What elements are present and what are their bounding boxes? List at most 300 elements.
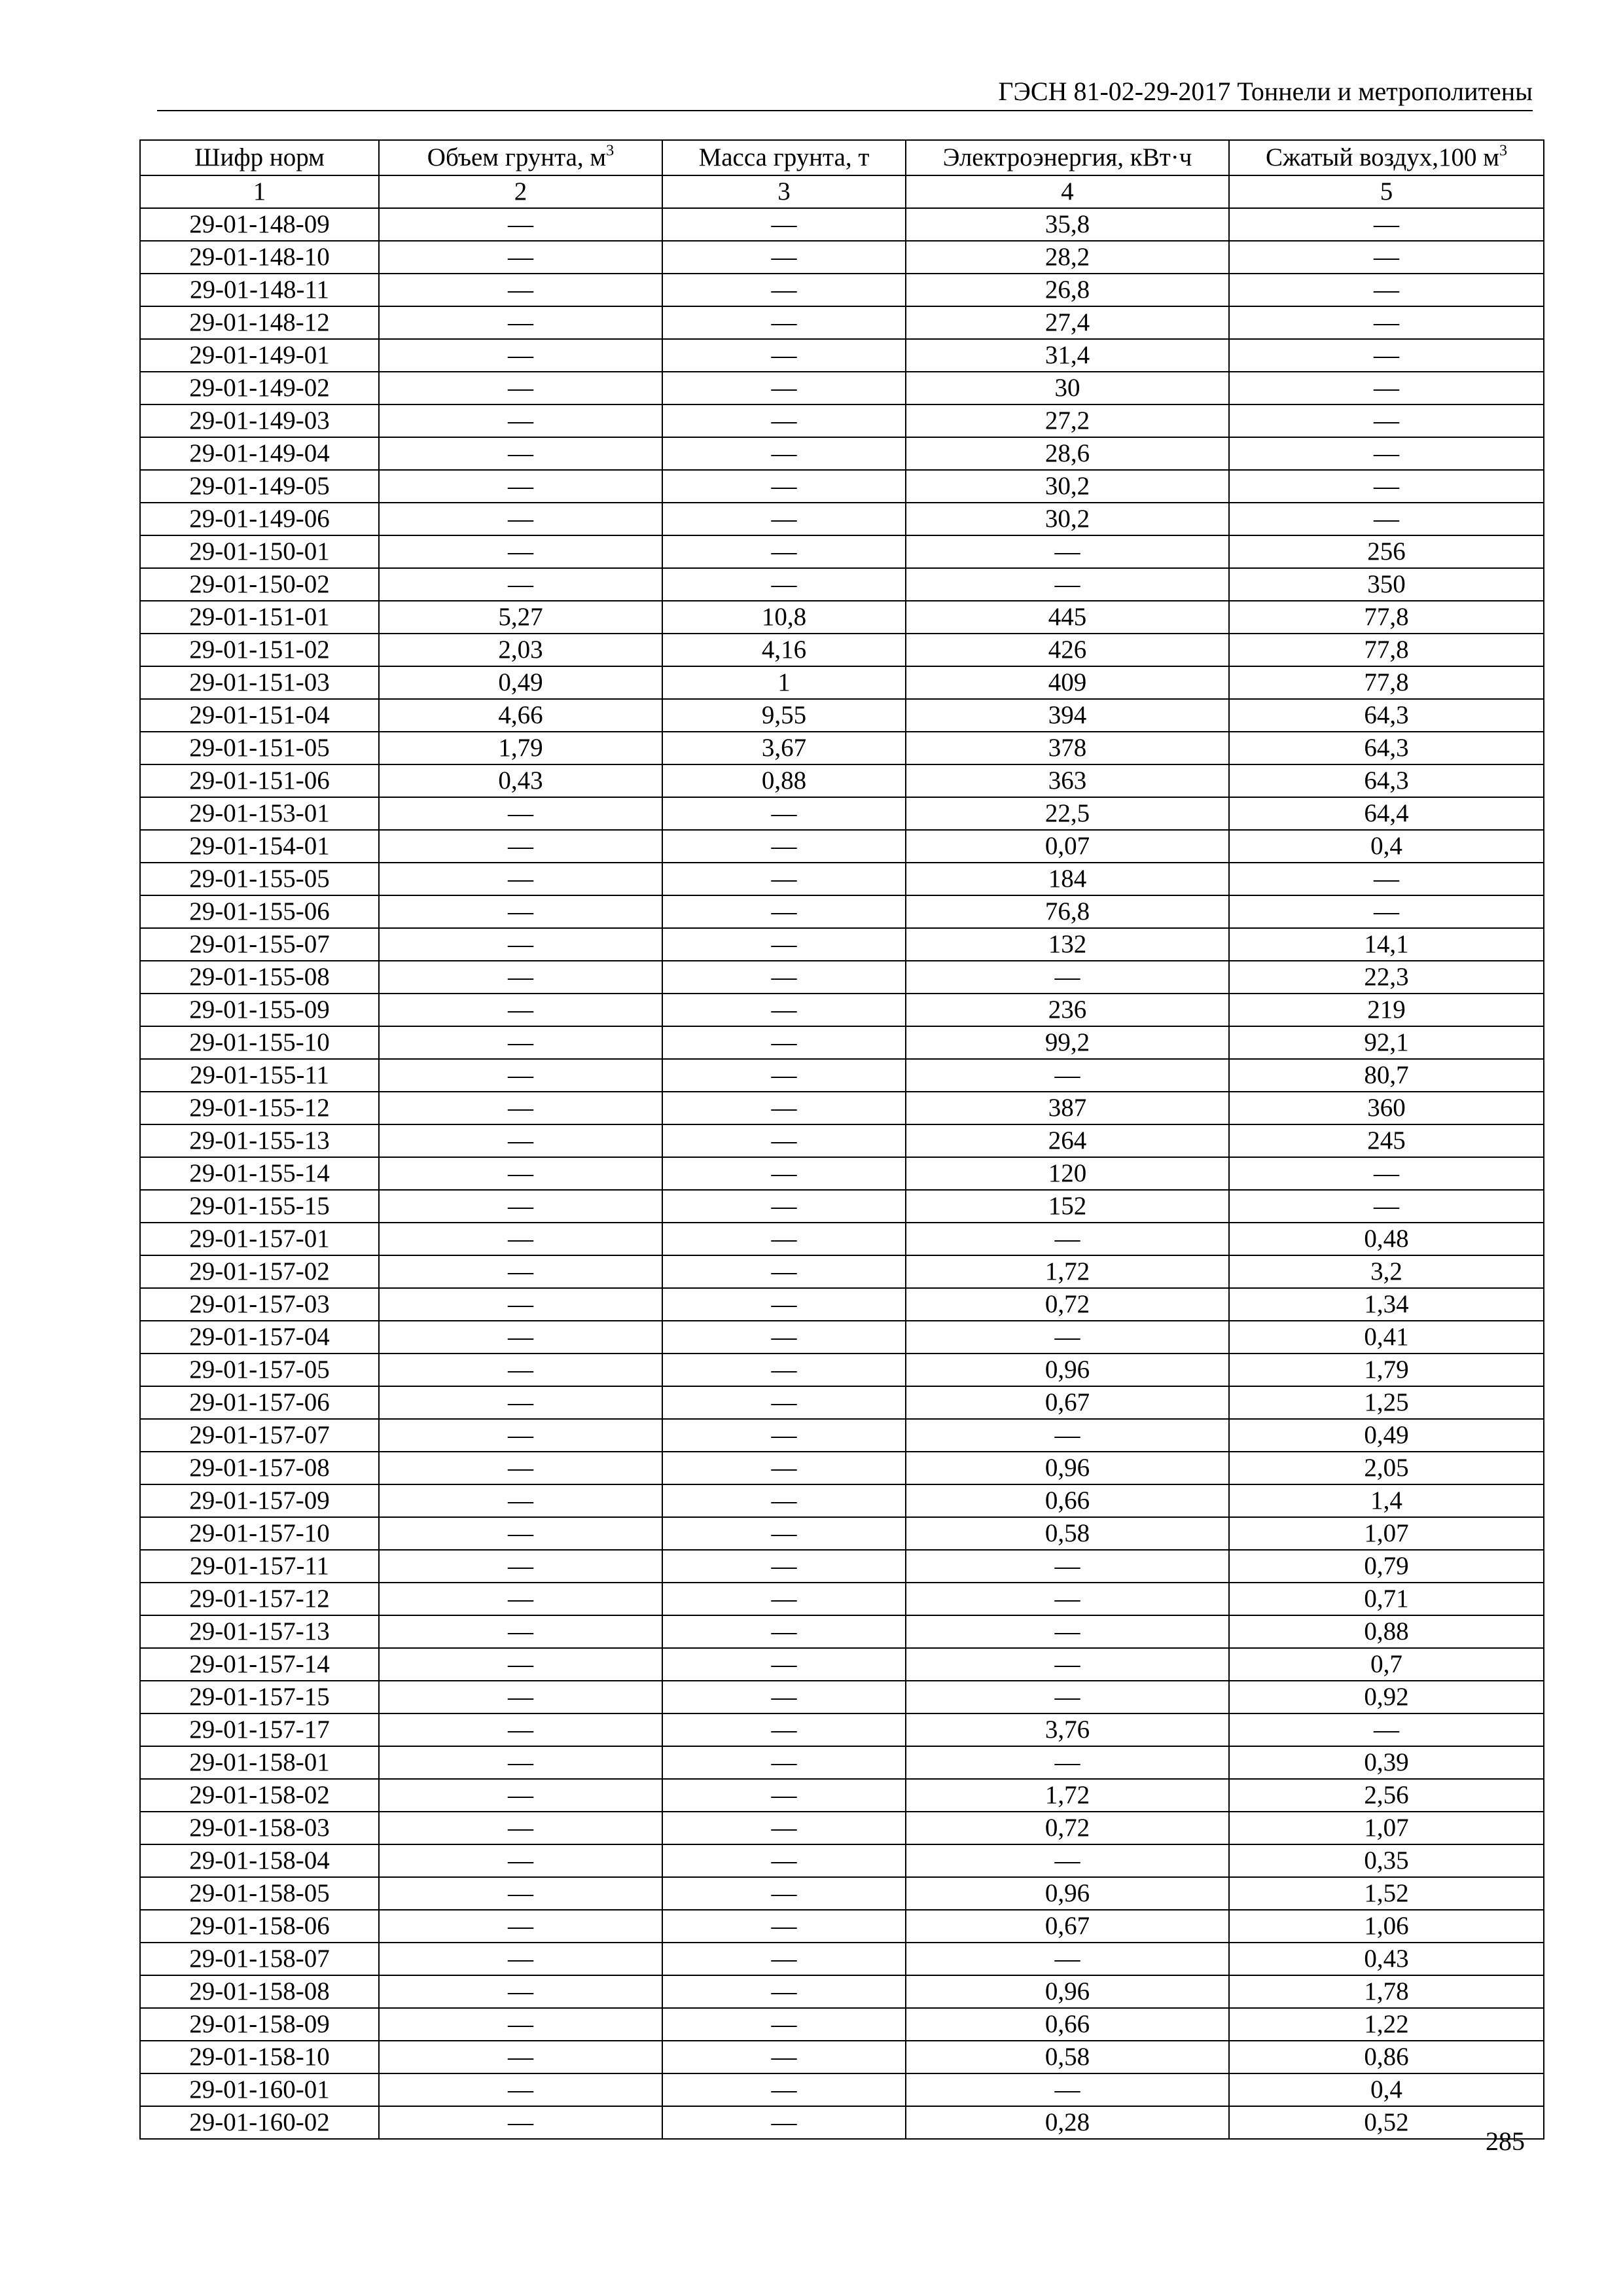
cell-soil-volume: — [379, 830, 662, 863]
cell-code: 29-01-157-06 [140, 1386, 379, 1419]
cell-soil-volume: — [379, 797, 662, 830]
cell-electricity: — [906, 535, 1229, 568]
cell-soil-mass: — [662, 1092, 906, 1124]
cell-compressed-air: 0,88 [1229, 1615, 1544, 1648]
cell-soil-volume: — [379, 1321, 662, 1354]
cell-soil-mass: — [662, 1419, 906, 1452]
cell-code: 29-01-150-02 [140, 568, 379, 601]
cell-soil-mass: — [662, 1550, 906, 1583]
cell-code: 29-01-157-05 [140, 1354, 379, 1386]
cell-soil-mass: — [662, 535, 906, 568]
cell-soil-volume: — [379, 2041, 662, 2073]
table-row [140, 2106, 1544, 2139]
cell-soil-volume: — [379, 1452, 662, 1484]
cell-electricity: 152 [906, 1190, 1229, 1223]
table-row [140, 732, 1544, 764]
cell-compressed-air: 77,8 [1229, 601, 1544, 634]
cell-soil-mass: — [662, 1615, 906, 1648]
cell-compressed-air: 64,3 [1229, 699, 1544, 732]
cell-code: 29-01-151-01 [140, 601, 379, 634]
cell-soil-volume: — [379, 961, 662, 994]
cell-code: 29-01-157-08 [140, 1452, 379, 1484]
cell-electricity: — [906, 1059, 1229, 1092]
table-row [140, 1124, 1544, 1157]
cell-soil-volume: — [379, 404, 662, 437]
cell-soil-volume: 2,03 [379, 634, 662, 666]
column-header-row [140, 140, 1544, 175]
column-number: 2 [379, 175, 662, 208]
table-row [140, 895, 1544, 928]
cell-soil-volume: — [379, 1648, 662, 1681]
cell-soil-mass: — [662, 1975, 906, 2008]
table-row [140, 1517, 1544, 1550]
cell-soil-volume: — [379, 1877, 662, 1910]
cell-code: 29-01-157-12 [140, 1583, 379, 1615]
cell-compressed-air: 1,22 [1229, 2008, 1544, 2041]
cell-electricity: 264 [906, 1124, 1229, 1157]
cell-soil-volume: — [379, 1484, 662, 1517]
cell-compressed-air: — [1229, 895, 1544, 928]
table-row [140, 274, 1544, 306]
cell-compressed-air: 80,7 [1229, 1059, 1544, 1092]
cell-code: 29-01-155-10 [140, 1026, 379, 1059]
cell-soil-volume: — [379, 1681, 662, 1713]
cell-soil-volume: — [379, 2106, 662, 2139]
cell-soil-mass: — [662, 961, 906, 994]
table-row [140, 241, 1544, 274]
cell-soil-mass: — [662, 2041, 906, 2073]
cell-soil-volume: — [379, 1812, 662, 1844]
cell-soil-volume: — [379, 306, 662, 339]
cell-compressed-air: 0,48 [1229, 1223, 1544, 1255]
column-number: 3 [662, 175, 906, 208]
cell-compressed-air: — [1229, 503, 1544, 535]
cell-code: 29-01-155-12 [140, 1092, 379, 1124]
cell-compressed-air: 92,1 [1229, 1026, 1544, 1059]
column-header-electricity: Электроэнергия, кВт·ч [906, 140, 1229, 175]
cell-code: 29-01-150-01 [140, 535, 379, 568]
cell-soil-volume: — [379, 1550, 662, 1583]
cell-electricity: — [906, 1550, 1229, 1583]
cell-electricity: — [906, 1583, 1229, 1615]
cell-soil-mass: — [662, 1648, 906, 1681]
cell-soil-volume: — [379, 863, 662, 895]
cell-electricity: 1,72 [906, 1779, 1229, 1812]
cell-electricity: 28,2 [906, 241, 1229, 274]
cell-compressed-air: 77,8 [1229, 666, 1544, 699]
cell-code: 29-01-158-05 [140, 1877, 379, 1910]
column-header-soil-volume: Объем грунта, $м^3$ [379, 140, 662, 175]
table-row [140, 634, 1544, 666]
cell-electricity: 0,58 [906, 2041, 1229, 2073]
cell-electricity: — [906, 568, 1229, 601]
table-row [140, 994, 1544, 1026]
cell-compressed-air: — [1229, 1713, 1544, 1746]
cell-electricity: 30,2 [906, 503, 1229, 535]
cell-electricity: — [906, 1321, 1229, 1354]
cell-soil-volume: — [379, 1419, 662, 1452]
cell-code: 29-01-157-04 [140, 1321, 379, 1354]
cell-code: 29-01-157-15 [140, 1681, 379, 1713]
cell-electricity: 31,4 [906, 339, 1229, 372]
cell-soil-mass: — [662, 1746, 906, 1779]
cell-soil-volume: — [379, 1092, 662, 1124]
cell-electricity: 3,76 [906, 1713, 1229, 1746]
cell-soil-volume: — [379, 372, 662, 404]
cell-soil-mass: — [662, 1124, 906, 1157]
cell-compressed-air: 2,56 [1229, 1779, 1544, 1812]
cell-electricity: 0,67 [906, 1910, 1229, 1943]
table-row [140, 863, 1544, 895]
table-row [140, 404, 1544, 437]
cell-soil-mass: 1 [662, 666, 906, 699]
table-row [140, 1092, 1544, 1124]
table-row [140, 339, 1544, 372]
cell-electricity: 28,6 [906, 437, 1229, 470]
cell-code: 29-01-158-02 [140, 1779, 379, 1812]
column-number: 4 [906, 175, 1229, 208]
cell-soil-volume: — [379, 535, 662, 568]
cell-compressed-air: 1,07 [1229, 1812, 1544, 1844]
cell-soil-mass: — [662, 928, 906, 961]
table-row [140, 1059, 1544, 1092]
column-header-soil-mass: Масса грунта, т [662, 140, 906, 175]
table-row [140, 1746, 1544, 1779]
cell-code: 29-01-149-02 [140, 372, 379, 404]
cell-soil-mass: — [662, 1190, 906, 1223]
cell-soil-volume: — [379, 1746, 662, 1779]
table-row [140, 1190, 1544, 1223]
cell-soil-mass: 10,8 [662, 601, 906, 634]
cell-soil-volume: — [379, 1615, 662, 1648]
cell-code: 29-01-155-15 [140, 1190, 379, 1223]
column-number: 5 [1229, 175, 1544, 208]
cell-soil-volume: — [379, 274, 662, 306]
table-row [140, 1943, 1544, 1975]
norms-table [139, 139, 1544, 2140]
table-row [140, 2041, 1544, 2073]
cell-compressed-air: 1,78 [1229, 1975, 1544, 2008]
table-row [140, 666, 1544, 699]
cell-soil-volume: — [379, 208, 662, 241]
table-row [140, 1386, 1544, 1419]
cell-compressed-air: 0,71 [1229, 1583, 1544, 1615]
cell-compressed-air: 256 [1229, 535, 1544, 568]
cell-soil-mass: — [662, 797, 906, 830]
cell-electricity: 22,5 [906, 797, 1229, 830]
cell-code: 29-01-155-09 [140, 994, 379, 1026]
table-row [140, 437, 1544, 470]
table-row [140, 1223, 1544, 1255]
cell-electricity: 0,96 [906, 1354, 1229, 1386]
cell-compressed-air: 360 [1229, 1092, 1544, 1124]
cell-electricity: 0,96 [906, 1975, 1229, 2008]
cell-soil-mass: — [662, 1452, 906, 1484]
cell-electricity: 0,67 [906, 1386, 1229, 1419]
cell-soil-mass: 3,67 [662, 732, 906, 764]
cell-electricity: 120 [906, 1157, 1229, 1190]
cell-soil-volume: — [379, 1190, 662, 1223]
cell-electricity: — [906, 1648, 1229, 1681]
cell-compressed-air: — [1229, 863, 1544, 895]
cell-code: 29-01-155-07 [140, 928, 379, 961]
cell-compressed-air: — [1229, 306, 1544, 339]
cell-soil-mass: — [662, 470, 906, 503]
cell-compressed-air: 77,8 [1229, 634, 1544, 666]
cell-electricity: — [906, 961, 1229, 994]
cell-soil-mass: — [662, 503, 906, 535]
cell-code: 29-01-157-01 [140, 1223, 379, 1255]
cell-compressed-air: 1,52 [1229, 1877, 1544, 1910]
cell-soil-mass: — [662, 1354, 906, 1386]
cell-compressed-air: 0,92 [1229, 1681, 1544, 1713]
cell-electricity: 30 [906, 372, 1229, 404]
cell-compressed-air: — [1229, 339, 1544, 372]
cell-compressed-air: 0,41 [1229, 1321, 1544, 1354]
column-header-code: Шифр норм [140, 140, 379, 175]
cell-soil-mass: — [662, 1026, 906, 1059]
cell-code: 29-01-149-04 [140, 437, 379, 470]
cell-compressed-air: 1,34 [1229, 1288, 1544, 1321]
cell-electricity: 0,66 [906, 1484, 1229, 1517]
cell-soil-volume: — [379, 1026, 662, 1059]
cell-soil-mass: — [662, 1386, 906, 1419]
cell-electricity: 99,2 [906, 1026, 1229, 1059]
cell-electricity: 27,4 [906, 306, 1229, 339]
cell-soil-volume: 0,43 [379, 764, 662, 797]
table-row [140, 470, 1544, 503]
cell-soil-mass: — [662, 1583, 906, 1615]
cell-soil-mass: — [662, 830, 906, 863]
cell-code: 29-01-155-05 [140, 863, 379, 895]
table-row [140, 601, 1544, 634]
cell-electricity: 409 [906, 666, 1229, 699]
table-row [140, 1484, 1544, 1517]
cell-code: 29-01-149-03 [140, 404, 379, 437]
cell-compressed-air: 3,2 [1229, 1255, 1544, 1288]
table-row [140, 208, 1544, 241]
table-row [140, 2073, 1544, 2106]
cell-electricity: 26,8 [906, 274, 1229, 306]
table-row [140, 1288, 1544, 1321]
table-row [140, 1844, 1544, 1877]
table-row [140, 764, 1544, 797]
page-header [157, 73, 1533, 111]
cell-soil-mass: 0,88 [662, 764, 906, 797]
cell-electricity: 387 [906, 1092, 1229, 1124]
cell-code: 29-01-155-08 [140, 961, 379, 994]
table-row [140, 568, 1544, 601]
cell-soil-volume: — [379, 1975, 662, 2008]
cell-soil-volume: — [379, 470, 662, 503]
table-row [140, 1550, 1544, 1583]
cell-electricity: — [906, 1615, 1229, 1648]
cell-code: 29-01-153-01 [140, 797, 379, 830]
table-row [140, 1681, 1544, 1713]
table-header [140, 140, 1544, 208]
cell-soil-volume: — [379, 1713, 662, 1746]
cell-electricity: — [906, 1419, 1229, 1452]
cell-electricity: 35,8 [906, 208, 1229, 241]
table-row [140, 1812, 1544, 1844]
cell-soil-mass: — [662, 1223, 906, 1255]
cell-compressed-air: 0,7 [1229, 1648, 1544, 1681]
cell-compressed-air: — [1229, 208, 1544, 241]
cell-soil-mass: — [662, 1157, 906, 1190]
table-row [140, 1452, 1544, 1484]
cell-code: 29-01-157-17 [140, 1713, 379, 1746]
cell-electricity: 27,2 [906, 404, 1229, 437]
cell-code: 29-01-148-09 [140, 208, 379, 241]
table-row [140, 1026, 1544, 1059]
cell-soil-mass: — [662, 1681, 906, 1713]
table-row [140, 1157, 1544, 1190]
cell-electricity: 184 [906, 863, 1229, 895]
table-row [140, 1648, 1544, 1681]
cell-soil-volume: — [379, 1943, 662, 1975]
cell-soil-mass: 4,16 [662, 634, 906, 666]
table-row [140, 797, 1544, 830]
cell-compressed-air: 0,86 [1229, 2041, 1544, 2073]
cell-code: 29-01-157-07 [140, 1419, 379, 1452]
cell-electricity: 0,96 [906, 1452, 1229, 1484]
cell-electricity: — [906, 2073, 1229, 2106]
cell-soil-mass: — [662, 568, 906, 601]
cell-compressed-air: — [1229, 241, 1544, 274]
table-row [140, 372, 1544, 404]
cell-electricity: — [906, 1943, 1229, 1975]
cell-compressed-air: — [1229, 437, 1544, 470]
cell-compressed-air: 1,06 [1229, 1910, 1544, 1943]
cell-soil-mass: — [662, 1059, 906, 1092]
cell-compressed-air: 1,25 [1229, 1386, 1544, 1419]
cell-code: 29-01-158-09 [140, 2008, 379, 2041]
cell-electricity: 76,8 [906, 895, 1229, 928]
cell-soil-volume: — [379, 437, 662, 470]
cell-compressed-air: — [1229, 404, 1544, 437]
cell-soil-mass: — [662, 404, 906, 437]
cell-soil-volume: — [379, 1779, 662, 1812]
cell-soil-volume: 1,79 [379, 732, 662, 764]
cell-soil-volume: — [379, 1354, 662, 1386]
cell-soil-volume: — [379, 1059, 662, 1092]
cell-code: 29-01-148-11 [140, 274, 379, 306]
cell-soil-volume: — [379, 895, 662, 928]
cell-electricity: 0,07 [906, 830, 1229, 863]
cell-code: 29-01-160-01 [140, 2073, 379, 2106]
cell-soil-mass: — [662, 994, 906, 1026]
cell-compressed-air: 245 [1229, 1124, 1544, 1157]
cell-code: 29-01-157-13 [140, 1615, 379, 1648]
cell-electricity: 0,96 [906, 1877, 1229, 1910]
table-row [140, 535, 1544, 568]
cell-code: 29-01-149-01 [140, 339, 379, 372]
cell-soil-volume: — [379, 1844, 662, 1877]
cell-soil-mass: — [662, 863, 906, 895]
cell-soil-mass: — [662, 208, 906, 241]
cell-code: 29-01-157-02 [140, 1255, 379, 1288]
table-row [140, 928, 1544, 961]
cell-soil-volume: — [379, 339, 662, 372]
table-row [140, 961, 1544, 994]
document-title: ГЭСН 81-02-29-2017 Тоннели и метрополитены [998, 77, 1533, 106]
cell-soil-mass: — [662, 274, 906, 306]
cell-soil-volume: — [379, 1583, 662, 1615]
cell-electricity: 426 [906, 634, 1229, 666]
cell-soil-mass: — [662, 1255, 906, 1288]
table-row [140, 830, 1544, 863]
cell-compressed-air: 14,1 [1229, 928, 1544, 961]
cell-soil-volume: — [379, 568, 662, 601]
table-row [140, 1255, 1544, 1288]
table-row [140, 2008, 1544, 2041]
table-row [140, 503, 1544, 535]
cell-soil-mass: — [662, 241, 906, 274]
cell-electricity: 30,2 [906, 470, 1229, 503]
cell-code: 29-01-157-10 [140, 1517, 379, 1550]
cell-electricity: 236 [906, 994, 1229, 1026]
cell-code: 29-01-158-06 [140, 1910, 379, 1943]
cell-compressed-air: 2,05 [1229, 1452, 1544, 1484]
cell-electricity: 132 [906, 928, 1229, 961]
cell-electricity: 363 [906, 764, 1229, 797]
cell-soil-mass: — [662, 306, 906, 339]
cell-soil-mass: — [662, 1877, 906, 1910]
cell-soil-volume: — [379, 928, 662, 961]
column-number: 1 [140, 175, 379, 208]
cell-electricity: — [906, 1681, 1229, 1713]
cell-soil-volume: — [379, 1386, 662, 1419]
cell-compressed-air: 0,52 [1229, 2106, 1544, 2139]
cell-code: 29-01-154-01 [140, 830, 379, 863]
column-header-compressed-air: Сжатый воздух,100 $м^3$ [1229, 140, 1544, 175]
cell-soil-volume: — [379, 1223, 662, 1255]
cell-code: 29-01-157-03 [140, 1288, 379, 1321]
table-row [140, 1910, 1544, 1943]
cell-soil-volume: — [379, 2073, 662, 2106]
cell-soil-mass: — [662, 1713, 906, 1746]
cell-code: 29-01-151-03 [140, 666, 379, 699]
table-row [140, 1975, 1544, 2008]
cell-code: 29-01-158-07 [140, 1943, 379, 1975]
cell-electricity: — [906, 1746, 1229, 1779]
table-row [140, 1877, 1544, 1910]
cell-electricity: 378 [906, 732, 1229, 764]
cell-code: 29-01-155-14 [140, 1157, 379, 1190]
table-row [140, 1354, 1544, 1386]
cell-electricity: — [906, 1844, 1229, 1877]
cell-compressed-air: 0,79 [1229, 1550, 1544, 1583]
cell-soil-volume: — [379, 1288, 662, 1321]
cell-code: 29-01-151-02 [140, 634, 379, 666]
cell-electricity: 0,28 [906, 2106, 1229, 2139]
cell-soil-volume: — [379, 1124, 662, 1157]
cell-compressed-air: — [1229, 1157, 1544, 1190]
cell-soil-volume: — [379, 1910, 662, 1943]
cell-soil-mass: — [662, 1779, 906, 1812]
cell-code: 29-01-157-11 [140, 1550, 379, 1583]
cell-electricity: 445 [906, 601, 1229, 634]
cell-electricity: 394 [906, 699, 1229, 732]
cell-compressed-air: — [1229, 470, 1544, 503]
cell-code: 29-01-148-12 [140, 306, 379, 339]
cell-compressed-air: 0,43 [1229, 1943, 1544, 1975]
cell-code: 29-01-149-06 [140, 503, 379, 535]
cell-code: 29-01-148-10 [140, 241, 379, 274]
cell-soil-volume: — [379, 241, 662, 274]
cell-soil-volume: — [379, 1157, 662, 1190]
cell-compressed-air: 0,35 [1229, 1844, 1544, 1877]
